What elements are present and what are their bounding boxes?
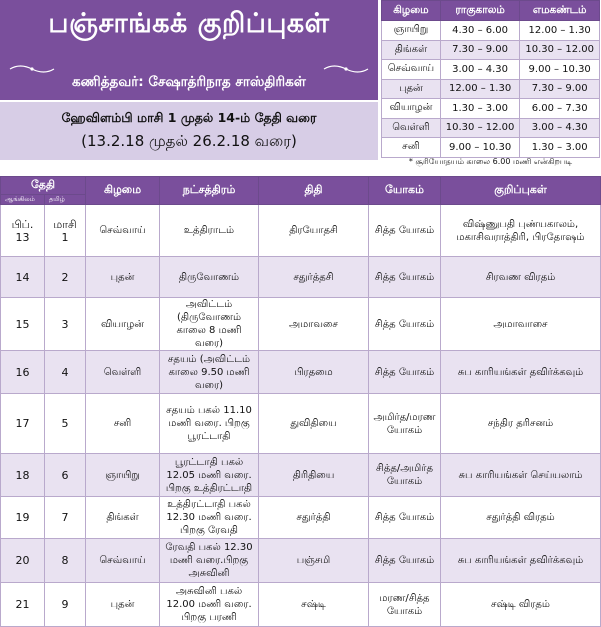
tam-month: மாசி <box>53 217 77 231</box>
nakshatra-cell: ரேவதி பகல் 12.30 மணி வரை.பிறகு அசுவினி <box>160 539 259 583</box>
notes-cell: சந்திர தரிசனம் <box>441 394 601 454</box>
tam-date-cell: 4 <box>45 351 86 394</box>
kalam-ema: 9.00 – 10.30 <box>520 60 600 80</box>
notes-cell: விஷ்ணுபதி புண்யகாலம், மகாசிவராத்திரி, பிரதோஷம் <box>441 205 601 257</box>
tithi-cell: அமாவசை <box>259 298 369 351</box>
notes-cell: சுப காரியங்கள் தவிர்க்கவும் <box>441 351 601 394</box>
nakshatra-cell: சதயம் பகல் 11.10 மணி வரை. பிறகு பூரட்டாதி <box>160 394 259 454</box>
eng-date-cell: 14 <box>1 257 45 298</box>
kalam-rahu: 12.00 – 1.30 <box>440 79 520 99</box>
rahu-emagandam-table <box>381 0 600 158</box>
weekday-cell: புதன் <box>86 583 160 627</box>
header-nakshatra: நட்சத்திரம் <box>160 177 259 205</box>
yogam-cell: சித்த யோகம் <box>369 539 441 583</box>
author-label: கணித்தவர்: <box>72 74 144 90</box>
kalam-header-row <box>382 1 600 21</box>
nakshatra-cell: திருவோணம் <box>160 257 259 298</box>
kalam-ema: 10.30 – 12.00 <box>520 40 600 60</box>
kalam-rahu: 3.00 – 4.30 <box>440 60 520 80</box>
tithi-cell: சதுர்த்தி <box>259 497 369 539</box>
table-row <box>1 394 601 454</box>
eng-date-cell: 18 <box>1 454 45 497</box>
panchangam-table <box>0 176 601 627</box>
kalam-ema: 6.00 – 7.30 <box>520 99 600 119</box>
main-header-row <box>1 177 601 195</box>
eng-month: பிப். <box>11 217 34 231</box>
kalam-day: திங்கள் <box>382 40 441 60</box>
eng-date-cell: 20 <box>1 539 45 583</box>
table-row <box>1 454 601 497</box>
nakshatra-cell: சதயம் (அவிட்டம் காலை 9.50 மணி வரை) <box>160 351 259 394</box>
eng-date-cell <box>1 205 45 257</box>
yogam-cell: சித்த யோகம் <box>369 257 441 298</box>
weekday-cell: செவ்வாய் <box>86 539 160 583</box>
nakshatra-cell: பூரட்டாதி பகல் 12.05 மணி வரை. பிறகு உத்திரட்டாதி <box>160 454 259 497</box>
eng-date-cell: 17 <box>1 394 45 454</box>
yogam-cell: சித்த/அமிர்த யோகம் <box>369 454 441 497</box>
kalam-row <box>382 40 600 60</box>
header-notes: குறிப்புகள் <box>441 177 601 205</box>
eng-date-cell: 15 <box>1 298 45 351</box>
sunrise-note: * சூரியோதயம் காலை 6.00 மணி என்கிறபடி <box>408 157 573 166</box>
kalam-row <box>382 60 600 80</box>
notes-cell: சுப காரியங்கள் தவிர்க்கவும் <box>441 539 601 583</box>
header <box>0 0 378 172</box>
period-box <box>0 102 378 160</box>
page-title: பஞ்சாங்கக் குறிப்புகள் <box>48 8 330 39</box>
weekday-cell: சனி <box>86 394 160 454</box>
kalam-rahu: 7.30 – 9.00 <box>440 40 520 60</box>
table-row <box>1 497 601 539</box>
kalam-rahu: 4.30 – 6.00 <box>440 21 520 41</box>
kalam-day: வியாழன் <box>382 99 441 119</box>
table-row <box>1 583 601 627</box>
kalam-row <box>382 79 600 99</box>
period-title: ஹேவிளம்பி மாசி 1 முதல் 14-ம் தேதி வரை <box>61 110 317 125</box>
kalam-rahu: 9.00 – 10.30 <box>440 138 520 158</box>
yogam-cell: சித்த யோகம் <box>369 351 441 394</box>
kalam-ema: 3.00 – 4.30 <box>520 118 600 138</box>
tam-date-cell: 8 <box>45 539 86 583</box>
tithi-cell: பஞ்சமி <box>259 539 369 583</box>
nakshatra-cell: அசுவினி பகல் 12.00 மணி வரை. பிறகு பரணி <box>160 583 259 627</box>
tam-date-cell: 2 <box>45 257 86 298</box>
weekday-cell: வியாழன் <box>86 298 160 351</box>
subheader-english: ஆங்கிலம் <box>1 195 45 205</box>
header-tithi: திதி <box>259 177 369 205</box>
notes-cell: சிரவண விரதம் <box>441 257 601 298</box>
tithi-cell: துவிதியை <box>259 394 369 454</box>
notes-cell: சஷ்டி விரதம் <box>441 583 601 627</box>
tithi-cell: திரிதியை <box>259 454 369 497</box>
author-name: சேஷாத்ரிநாத சாஸ்திரிகள் <box>148 74 306 90</box>
kalam-day: செவ்வாய் <box>382 60 441 80</box>
kalam-header-ema: எமகண்டம் <box>520 1 600 21</box>
yogam-cell: அமிர்த/மரண யோகம் <box>369 394 441 454</box>
tam-date-cell: 3 <box>45 298 86 351</box>
author-line <box>0 74 378 92</box>
kalam-header-day: கிழமை <box>382 1 441 21</box>
tam-date-cell <box>45 205 86 257</box>
title-banner <box>0 0 378 100</box>
yogam-cell: சித்த யோகம் <box>369 497 441 539</box>
kalam-ema: 7.30 – 9.00 <box>520 79 600 99</box>
eng-date-cell: 16 <box>1 351 45 394</box>
kalam-row <box>382 99 600 119</box>
kalam-ema: 12.00 – 1.30 <box>520 21 600 41</box>
table-row <box>1 298 601 351</box>
notes-cell: அமாவாசை <box>441 298 601 351</box>
kalam-day: வெள்ளி <box>382 118 441 138</box>
weekday-cell: செவ்வாய் <box>86 205 160 257</box>
table-row <box>1 539 601 583</box>
notes-cell: சுப காரியங்கள் செய்யலாம் <box>441 454 601 497</box>
tithi-cell: சஷ்டி <box>259 583 369 627</box>
kalam-day: புதன் <box>382 79 441 99</box>
table-row <box>1 205 601 257</box>
table-row <box>1 351 601 394</box>
kalam-header-rahu: ராகுகாலம் <box>440 1 520 21</box>
tithi-cell: திரயோதசி <box>259 205 369 257</box>
tithi-cell: பிரதமை <box>259 351 369 394</box>
nakshatra-cell: உத்திரட்டாதி பகல் 12.30 மணி வரை. பிறகு ரேவதி <box>160 497 259 539</box>
tam-date-cell: 7 <box>45 497 86 539</box>
kalam-row <box>382 138 600 158</box>
kalam-rahu: 10.30 – 12.00 <box>440 118 520 138</box>
yogam-cell: சித்த யோகம் <box>369 205 441 257</box>
tithi-cell: சதுர்த்தசி <box>259 257 369 298</box>
subheader-tamil: தமிழ் <box>45 195 86 205</box>
eng-date-cell: 21 <box>1 583 45 627</box>
tam-date-cell: 9 <box>45 583 86 627</box>
eng-date-cell: 19 <box>1 497 45 539</box>
weekday-cell: திங்கள் <box>86 497 160 539</box>
kalam-day: ஞாயிறு <box>382 21 441 41</box>
nakshatra-cell: அவிட்டம் (திருவோணம் காலை 8 மணி வரை) <box>160 298 259 351</box>
kalam-row <box>382 21 600 41</box>
header-yogam: யோகம் <box>369 177 441 205</box>
weekday-cell: புதன் <box>86 257 160 298</box>
yogam-cell: மரண/சித்த யோகம் <box>369 583 441 627</box>
eng-date: 13 <box>15 230 30 244</box>
kalam-row <box>382 118 600 138</box>
yogam-cell: சித்த யோகம் <box>369 298 441 351</box>
table-row <box>1 257 601 298</box>
header-weekday: கிழமை <box>86 177 160 205</box>
weekday-cell: வெள்ளி <box>86 351 160 394</box>
header-date: தேதி <box>1 177 86 195</box>
kalam-day: சனி <box>382 138 441 158</box>
period-dates: (13.2.18 முதல் 26.2.18 வரை) <box>81 132 297 150</box>
kalam-rahu: 1.30 – 3.00 <box>440 99 520 119</box>
tam-date: 1 <box>61 230 69 244</box>
notes-cell: சதுர்த்தி விரதம் <box>441 497 601 539</box>
tam-date-cell: 5 <box>45 394 86 454</box>
nakshatra-cell: உத்திராடம் <box>160 205 259 257</box>
kalam-ema: 1.30 – 3.00 <box>520 138 600 158</box>
weekday-cell: ஞாயிறு <box>86 454 160 497</box>
tam-date-cell: 6 <box>45 454 86 497</box>
